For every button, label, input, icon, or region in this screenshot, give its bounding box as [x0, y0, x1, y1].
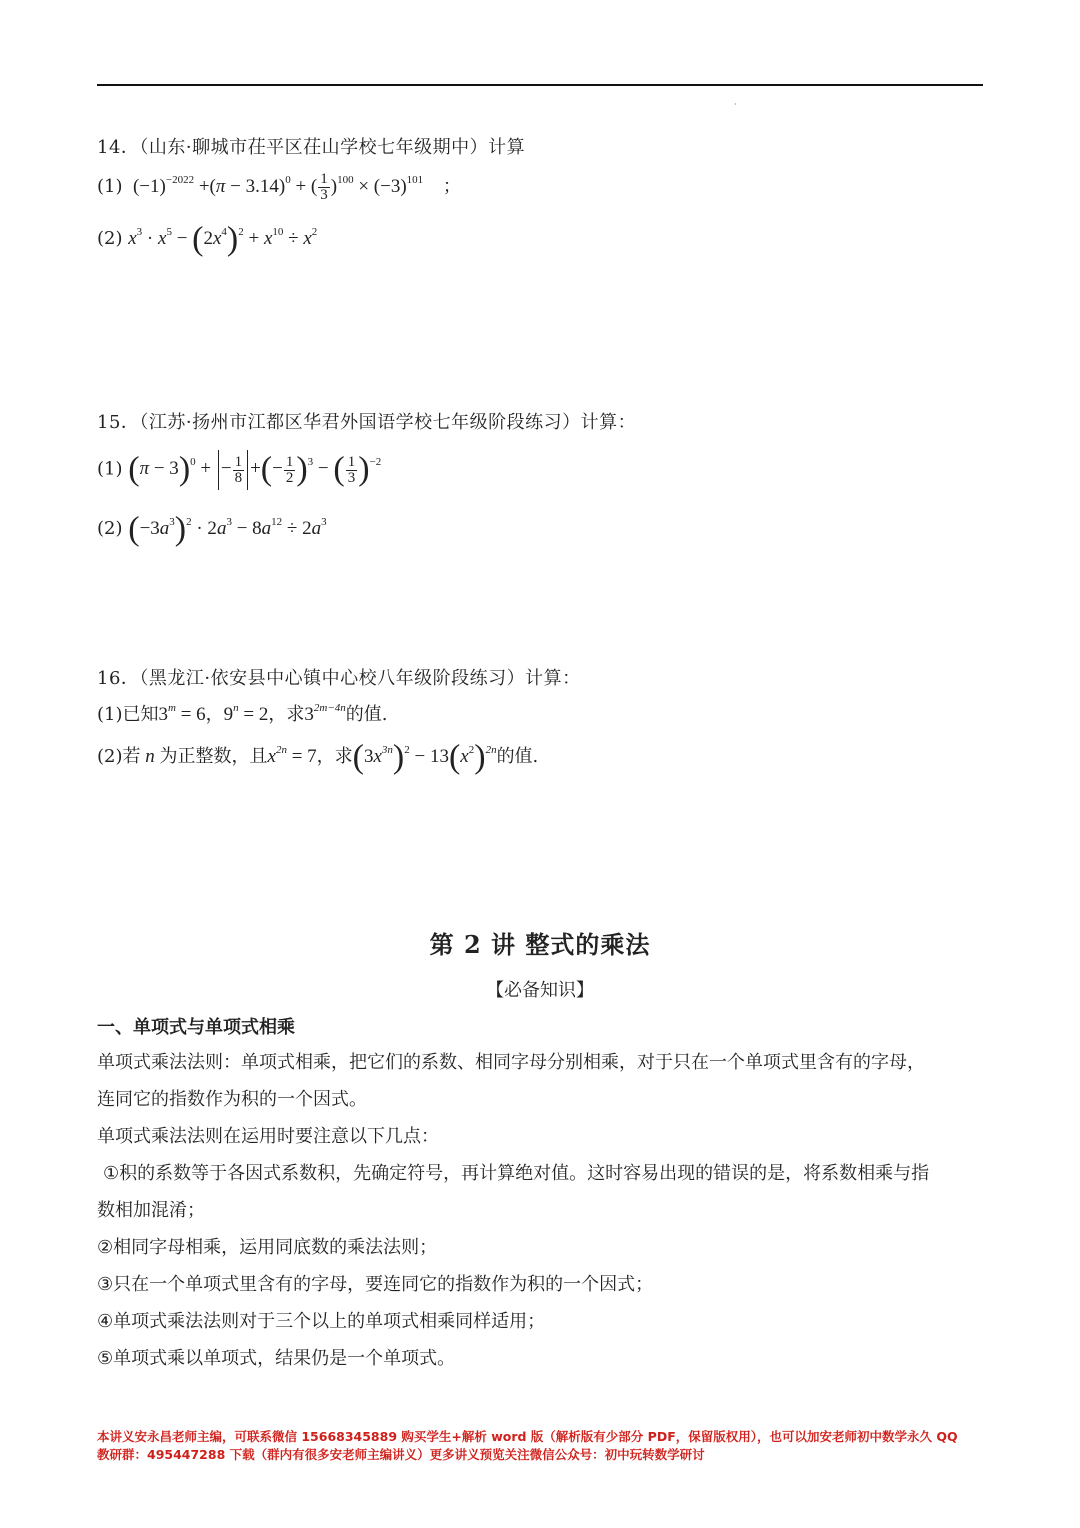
note-3: ③只在一个单项式里含有的字母，要连同它的指数作为积的一个因式； — [97, 1274, 654, 1295]
end-text: 的值. — [496, 746, 539, 767]
formula-16-2b: $(3x^{3n})^2 - 13(x^2)^{2n}$ — [352, 738, 497, 776]
note-4: ④单项式乘法法则对于三个以上的单项式相乘同样适用； — [97, 1311, 546, 1332]
part-label: (1)已知 — [97, 704, 159, 725]
note-1-line-1: ①积的系数等于各因式系数积，先确定符号，再计算绝对值。这时容易出现的错误的是，将系数相乘与指 — [103, 1163, 930, 1184]
question-16-part-1 — [97, 700, 388, 726]
question-14-header: 14．（山东·聊城市茌平区茌山学校七年级期中）计算 — [97, 137, 526, 158]
end-text: 的值. — [345, 704, 388, 725]
formula-16-2a: $x^{2n} = 7$ — [267, 744, 317, 767]
lecture-title: 第 2 讲 整式的乘法 — [429, 930, 651, 959]
part-label: (2)若 — [97, 746, 141, 767]
separator: ， — [205, 704, 224, 725]
condition-text: 为正整数，且 — [159, 746, 268, 767]
footer-note — [97, 1428, 987, 1464]
formula-15-1: $(\pi - 3)^0$ + − $\frac{1}{8}$ +(− $\frac{1}{2}$ )$^3$ − ( $\frac{1}{3}$ )$^{-2}$ — [128, 451, 382, 488]
header-dot: · — [734, 100, 737, 109]
part-label: (2) — [97, 518, 123, 539]
rule-line-1: 单项式乘法法则：单项式相乘，把它们的系数、相同字母分别相乘，对于只在一个单项式里含有的字母， — [97, 1052, 925, 1073]
formula-16-1b: $9^n = 2$ — [223, 702, 269, 725]
footer-line-1: 本讲义安永昌老师主编，可联系微信 15668345889 购买学生+解析 word 版（解析版有少部分 PDF，保留版权用），也可以加安老师初中数学永久 QQ — [97, 1429, 958, 1444]
question-15-part-2 — [97, 510, 327, 548]
section-heading: 一、单项式与单项式相乘 — [97, 1017, 295, 1038]
header-rule — [97, 84, 983, 86]
variable-n: n — [140, 746, 160, 767]
formula-14-1: $(-1)^{-2022} +(\pi - 3.14)^0$ + ( $\frac{1}{3}$ )$^{100} \times (-3)^{101}$ — [132, 171, 424, 204]
part-label: (2) — [97, 228, 123, 249]
question-15-part-1 — [97, 450, 381, 490]
note-2: ②相同字母相乘，运用同底数的乘法法则； — [97, 1237, 438, 1258]
rule-line-2: 连同它的指数作为积的一个因式。 — [97, 1089, 367, 1110]
ask-text: ，求 — [316, 746, 353, 767]
question-16-header: 16．（黑龙江·依安县中心镇中心校八年级阶段练习）计算： — [97, 668, 581, 689]
formula-14-2: $x^3 \cdot x^5 - (2x^4)^2 + x^{10} \div x^2$ — [128, 220, 318, 258]
formula-16-1c: $3^{2m-4n}$ — [304, 702, 346, 725]
footer-line-2: 教研群：495447288 下载（群内有很多安老师主编讲义）更多讲义预览关注微信公众号：初中玩转数学研讨 — [97, 1447, 705, 1462]
formula-15-2: $(-3a^3)^2 \cdot 2a^3 - 8a^{12} \div 2a^3$ — [128, 510, 327, 548]
question-14-part-1: (1) $(-1)^{-2022} +(\pi - 3.14)^0$ + ( $\frac{1}{3}$ )$^{100} \times (-3)^{101}$ ； — [97, 171, 461, 204]
note-1-line-2: 数相加混淆； — [97, 1200, 205, 1221]
formula-16-1a: $3^m = 6$ — [158, 702, 206, 725]
ask-text: ，求 — [268, 704, 305, 725]
note-5: ⑤单项式乘以单项式，结果仍是一个单项式。 — [97, 1348, 456, 1369]
part-label: (1) — [97, 176, 123, 197]
lecture-subtitle: 【必备知识】 — [486, 980, 594, 1001]
question-15-header: 15．（江苏·扬州市江都区华君外国语学校七年级阶段练习）计算： — [97, 412, 637, 433]
part-label: (1) — [97, 458, 123, 480]
question-16-part-2 — [97, 738, 539, 776]
notes-intro: 单项式乘法法则在运用时要注意以下几点： — [97, 1126, 439, 1147]
question-14-part-2 — [97, 220, 318, 258]
